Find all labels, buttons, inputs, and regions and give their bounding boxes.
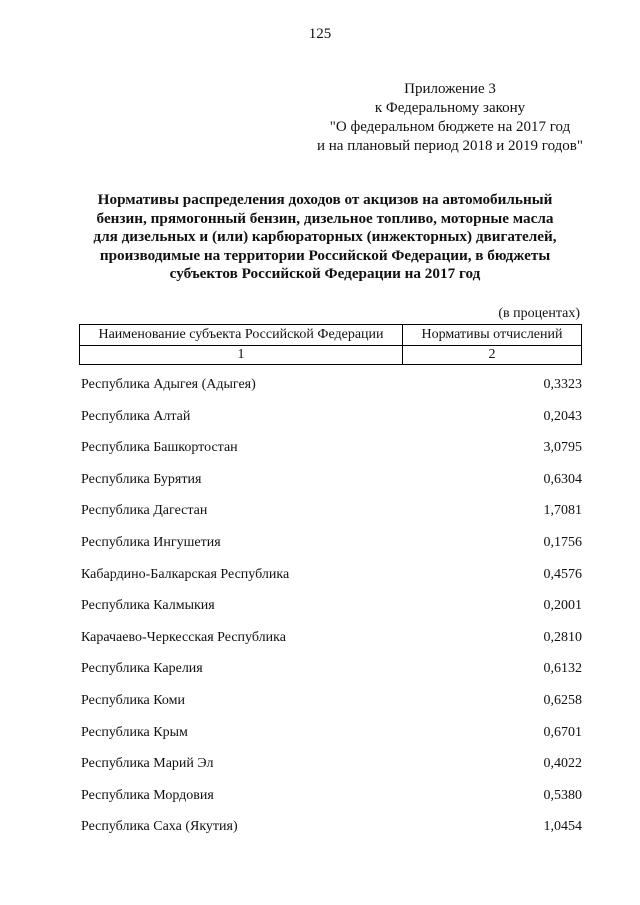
table-row (79, 685, 582, 717)
table-header (79, 324, 582, 365)
title-line-3: для дизельных и (или) карбюраторных (инжекторных) двигателей, (93, 228, 557, 246)
appendix-line-4: и на плановый период 2018 и 2019 годов" (317, 138, 583, 154)
norm-value: 0,5380 (543, 787, 582, 803)
title-line-4: производимые на территории Российской Федерации, в бюджеты (99, 246, 551, 264)
header-norms: Нормативы отчислений (403, 325, 582, 346)
table-row (79, 780, 582, 812)
title-line-2: бензин, прямогонный бензин, дизельное топливо, моторные масла (96, 209, 554, 227)
column-number-1: 1 (80, 346, 403, 365)
subject-name: Республика Башкортостан (81, 440, 238, 456)
norm-value: 0,2001 (543, 598, 582, 614)
norm-value: 0,6132 (543, 661, 582, 677)
document-title (40, 191, 610, 284)
norm-value: 1,7081 (543, 503, 582, 519)
norm-value: 0,1756 (543, 534, 582, 550)
table-row (79, 369, 582, 401)
page-number: 125 (308, 26, 332, 42)
appendix-line-3: "О федеральном бюджете на 2017 год (329, 119, 571, 135)
subject-name: Кабардино-Балкарская Республика (81, 566, 290, 582)
title-line-1: Нормативы распределения доходов от акцизов на автомобильный (97, 191, 553, 208)
norm-value: 1,0454 (543, 819, 582, 835)
table-row (79, 811, 582, 843)
subject-name: Республика Коми (81, 692, 185, 708)
subject-name: Республика Бурятия (81, 471, 202, 487)
table-row (79, 559, 582, 591)
title-line-5: субъектов Российской Федерации на 2017 год (169, 265, 481, 283)
norm-value: 0,6701 (543, 724, 582, 740)
table-row (79, 622, 582, 654)
subject-name: Республика Алтай (81, 408, 191, 424)
table-row (79, 464, 582, 496)
subject-name: Республика Крым (81, 724, 188, 740)
subject-name: Карачаево-Черкесская Республика (81, 629, 286, 645)
subject-name: Республика Ингушетия (81, 534, 221, 550)
norm-value: 0,6258 (543, 692, 582, 708)
appendix-line-2: к Федеральному закону (374, 100, 526, 116)
header-row (80, 325, 582, 346)
norm-value: 0,4022 (543, 756, 582, 772)
table-body (79, 369, 582, 843)
subject-name: Республика Карелия (81, 661, 203, 677)
norm-value: 0,3323 (543, 377, 582, 392)
table-row (79, 401, 582, 433)
table-row (79, 495, 582, 527)
subject-name: Республика Калмыкия (81, 598, 215, 614)
table-row (79, 653, 582, 685)
column-number-row (80, 346, 582, 365)
norm-value: 0,4576 (543, 566, 582, 582)
norm-value: 3,0795 (543, 440, 582, 456)
norm-value: 0,2810 (543, 629, 582, 645)
table-row (79, 748, 582, 780)
table-row (79, 527, 582, 559)
table-row (79, 432, 582, 464)
appendix-reference (300, 80, 600, 156)
norm-value: 0,2043 (543, 408, 582, 424)
table-row (79, 717, 582, 749)
subject-name: Республика Мордовия (81, 787, 214, 803)
appendix-line-1: Приложение 3 (404, 81, 496, 97)
subject-name: Республика Марий Эл (81, 756, 214, 772)
subject-name: Республика Адыгея (Адыгея) (81, 377, 256, 392)
header-subject: Наименование субъекта Российской Федерации (80, 325, 403, 346)
table-row (79, 590, 582, 622)
column-number-2: 2 (403, 346, 582, 365)
subject-name: Республика Дагестан (81, 503, 208, 519)
norm-value: 0,6304 (543, 471, 582, 487)
units-note: (в процентах) (498, 306, 580, 321)
subject-name: Республика Саха (Якутия) (81, 819, 238, 835)
